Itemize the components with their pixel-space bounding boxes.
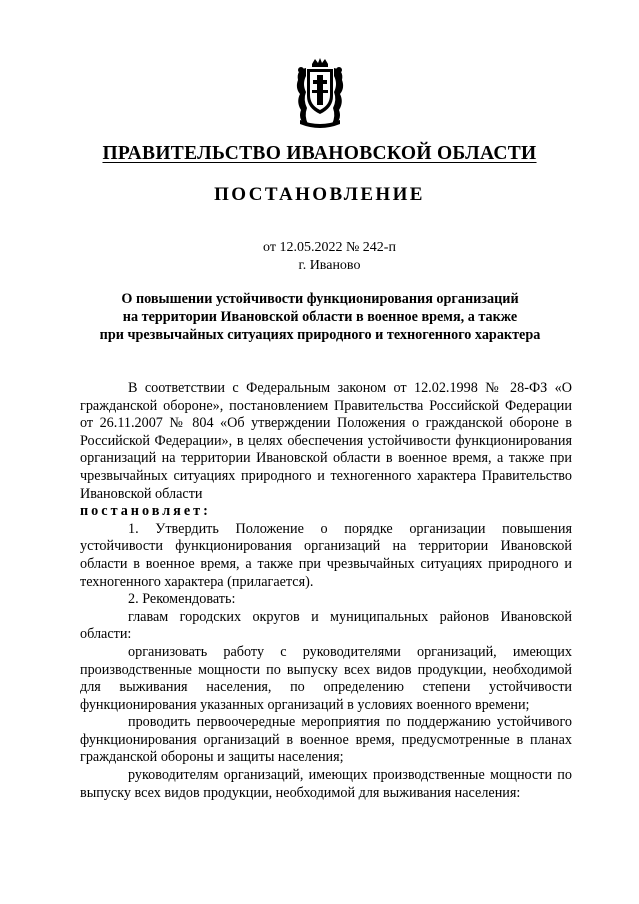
preamble-paragraph: В соответствии с Федеральным законом от 12.02.1998 № 28-ФЗ «О гражданской обороне», постановлением Правительства Российской Федерации от 26.11.2007 № 804 «Об утверждении Положения о гражданской обороне в Российской Федерации», в целях обеспечения устойчивости функционирования организаций на территории Ивановской области в военное время, а также при чрезвычайных ситуациях природного и техногенного характера Правительство Ивановской области xyxy=(80,380,572,502)
decree-word: постановляет: xyxy=(80,503,211,520)
document-heading xyxy=(60,290,580,344)
document-meta xyxy=(0,239,639,275)
recommendation-b-paragraph: проводить первоочередные мероприятия по поддержанию устойчивого функционирования организаций в военное время, предусмотренные в планах гражданской обороны и защиты населения; xyxy=(80,714,572,766)
heading-line-3: при чрезвычайных ситуациях природного и техногенного характера xyxy=(99,327,541,343)
document-type: ПОСТАНОВЛЕНИЕ xyxy=(214,184,425,205)
date-number: от 12.05.2022 № 242-п xyxy=(263,240,396,255)
heading-line-2: на территории Ивановской области в военное время, а также xyxy=(122,309,518,325)
item-1-paragraph: 1. Утвердить Положение о порядке организации повышения устойчивости функционирования организаций на территории Ивановской области в военное время, а также при чрезвычайных ситуациях природного и техногенного характера (прилагается). xyxy=(80,520,572,590)
heading-line-1: О повышении устойчивости функционирования организаций xyxy=(121,291,519,307)
recipients-paragraph: главам городских округов и муниципальных районов Ивановской области: xyxy=(80,608,572,643)
recommendation-c-paragraph: руководителям организаций, имеющих производственные мощности по выпуску всех видов продукции, необходимой для выживания населения: xyxy=(80,767,572,801)
coat-of-arms-emblem xyxy=(294,58,346,128)
decree-paragraph xyxy=(80,503,572,521)
city: г. Иваново xyxy=(298,258,361,273)
document-body xyxy=(80,380,572,802)
item-2-paragraph: 2. Рекомендовать: xyxy=(128,591,236,608)
organization-title: ПРАВИТЕЛЬСТВО ИВАНОВСКОЙ ОБЛАСТИ xyxy=(102,143,537,164)
recommendation-a-paragraph: организовать работу с руководителями организаций, имеющих производственные мощности по выпуску всех видов продукции, необходимой для выживания населения, по определению степени устойчивости функционирования указанных организаций в условиях военного времени; xyxy=(80,643,572,713)
